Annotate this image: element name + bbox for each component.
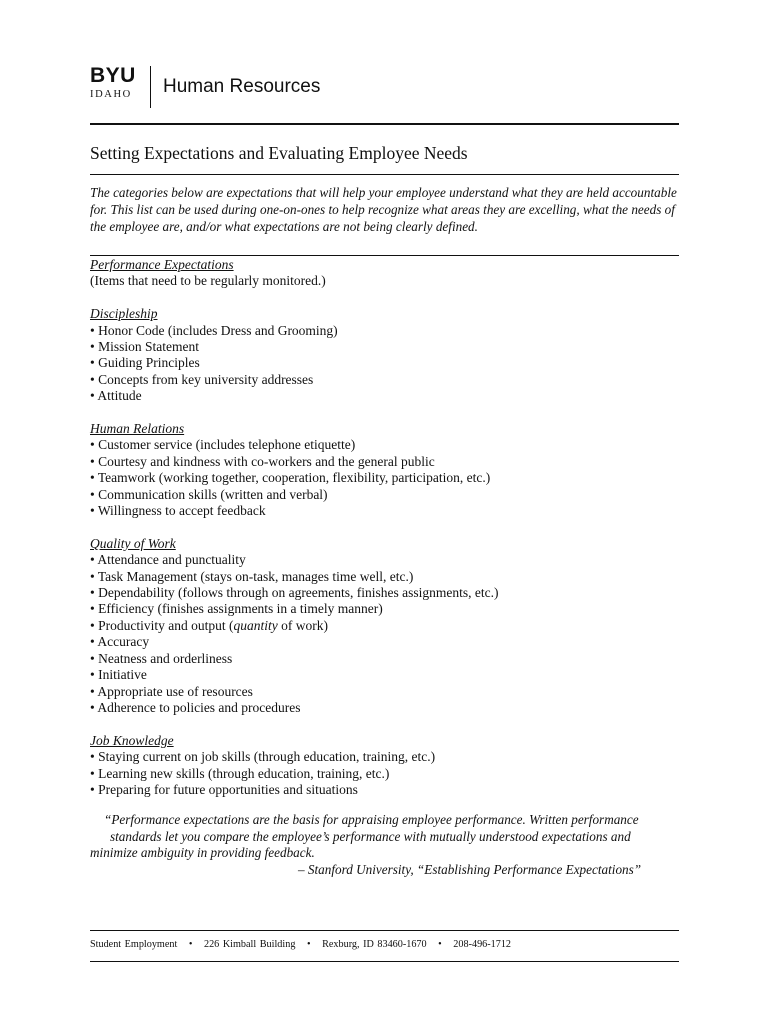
header-logo (90, 66, 320, 110)
list-item: • Concepts from key university addresses (90, 371, 314, 387)
list-item: • Customer service (includes telephone etiquette) (90, 437, 356, 453)
productivity-text: • Productivity and output ( (90, 617, 234, 633)
expectations-content (90, 257, 679, 798)
document-title: Setting Expectations and Evaluating Employee Needs (90, 143, 468, 163)
list-item: • Attitude (90, 388, 142, 404)
bullet-list (90, 437, 679, 519)
performance-subtext: (Items that need to be regularly monitored.) (90, 273, 326, 289)
list-item: • Accuracy (90, 634, 150, 650)
productivity-tail: of work) (277, 617, 328, 633)
quote-line-2: standards let you compare the employee’s performance with mutually understood expectations and (110, 828, 631, 844)
footer-phone: 208-496-1712 (453, 939, 512, 950)
section-job-knowledge (90, 733, 679, 799)
bullet-list (90, 323, 679, 405)
footer-separator: • (188, 939, 193, 950)
list-item: • Appropriate use of resources (90, 683, 253, 699)
bullet-list (90, 552, 679, 716)
performance-heading: Performance Expectations (90, 257, 234, 272)
list-item: • Mission Statement (90, 339, 199, 355)
quote-line-3: minimize ambiguity in providing feedback. (90, 845, 315, 860)
logo-byu-text: BYU (90, 64, 136, 87)
list-item: • Teamwork (working together, cooperation, flexibility, participation, etc.) (90, 470, 491, 486)
list-item-productivity (90, 618, 679, 634)
list-item: • Efficiency (finishes assignments in a timely manner) (90, 601, 383, 617)
section-discipleship (90, 306, 679, 404)
footer-office: Student Employment (90, 939, 178, 950)
footer-building: 226 Kimball Building (203, 939, 296, 950)
section-quality-of-work (90, 536, 679, 716)
footer-top-rule (90, 930, 679, 931)
list-item: • Honor Code (includes Dress and Grooming) (90, 322, 338, 338)
productivity-emphasis: quantity (233, 617, 278, 633)
list-item: • Task Management (stays on-task, manages time well, etc.) (90, 568, 414, 584)
section-human-relations (90, 421, 679, 519)
quote-attribution: – Stanford University, “Establishing Performance Expectations” (298, 861, 642, 877)
list-item: • Guiding Principles (90, 355, 200, 371)
list-item: • Initiative (90, 667, 147, 683)
section-heading: Quality of Work (90, 535, 176, 551)
section-heading: Job Knowledge (90, 732, 174, 748)
performance-section (90, 257, 679, 290)
list-item: • Willingness to accept feedback (90, 503, 266, 519)
footer-city: Rexburg, ID 83460-1670 (322, 939, 427, 950)
title-rule (90, 174, 679, 175)
list-item: • Attendance and punctuality (90, 552, 246, 568)
intro-rule (90, 255, 679, 256)
list-item: • Communication skills (written and verbal) (90, 486, 328, 502)
quote-line-1: “Performance expectations are the basis for appraising employee performance. Written performance (104, 812, 639, 827)
bullet-list (90, 749, 679, 798)
list-item: • Preparing for future opportunities and situations (90, 781, 358, 797)
section-heading: Human Relations (90, 421, 185, 437)
department-name: Human Resources (163, 76, 321, 97)
document-page (90, 0, 679, 1024)
logo-divider (150, 66, 151, 108)
footer-separator: • (306, 939, 311, 950)
logo-idaho-text: IDAHO (90, 89, 132, 100)
stanford-quote (90, 812, 679, 878)
list-item: • Learning new skills (through education, training, etc.) (90, 765, 390, 781)
footer-bottom-rule (90, 961, 679, 962)
footer-separator: • (438, 939, 442, 950)
byu-idaho-logo (90, 66, 140, 100)
intro-paragraph: The categories below are expectations that will help your employee understand what they are held accountable for. This list can be used during one-on-ones to help recognize what areas they are excelling, what the needs of the employee are, and/or what expectations are not being clearly defined. (90, 185, 677, 234)
list-item: • Adherence to policies and procedures (90, 699, 301, 715)
list-item: • Neatness and orderliness (90, 650, 233, 666)
header-rule (90, 123, 679, 125)
section-heading: Discipleship (90, 306, 158, 322)
list-item: • Courtesy and kindness with co-workers and the general public (90, 453, 435, 469)
footer-contact (90, 939, 511, 950)
list-item: • Staying current on job skills (through education, training, etc.) (90, 749, 436, 765)
list-item: • Dependability (follows through on agreements, finishes assignments, etc.) (90, 585, 499, 601)
